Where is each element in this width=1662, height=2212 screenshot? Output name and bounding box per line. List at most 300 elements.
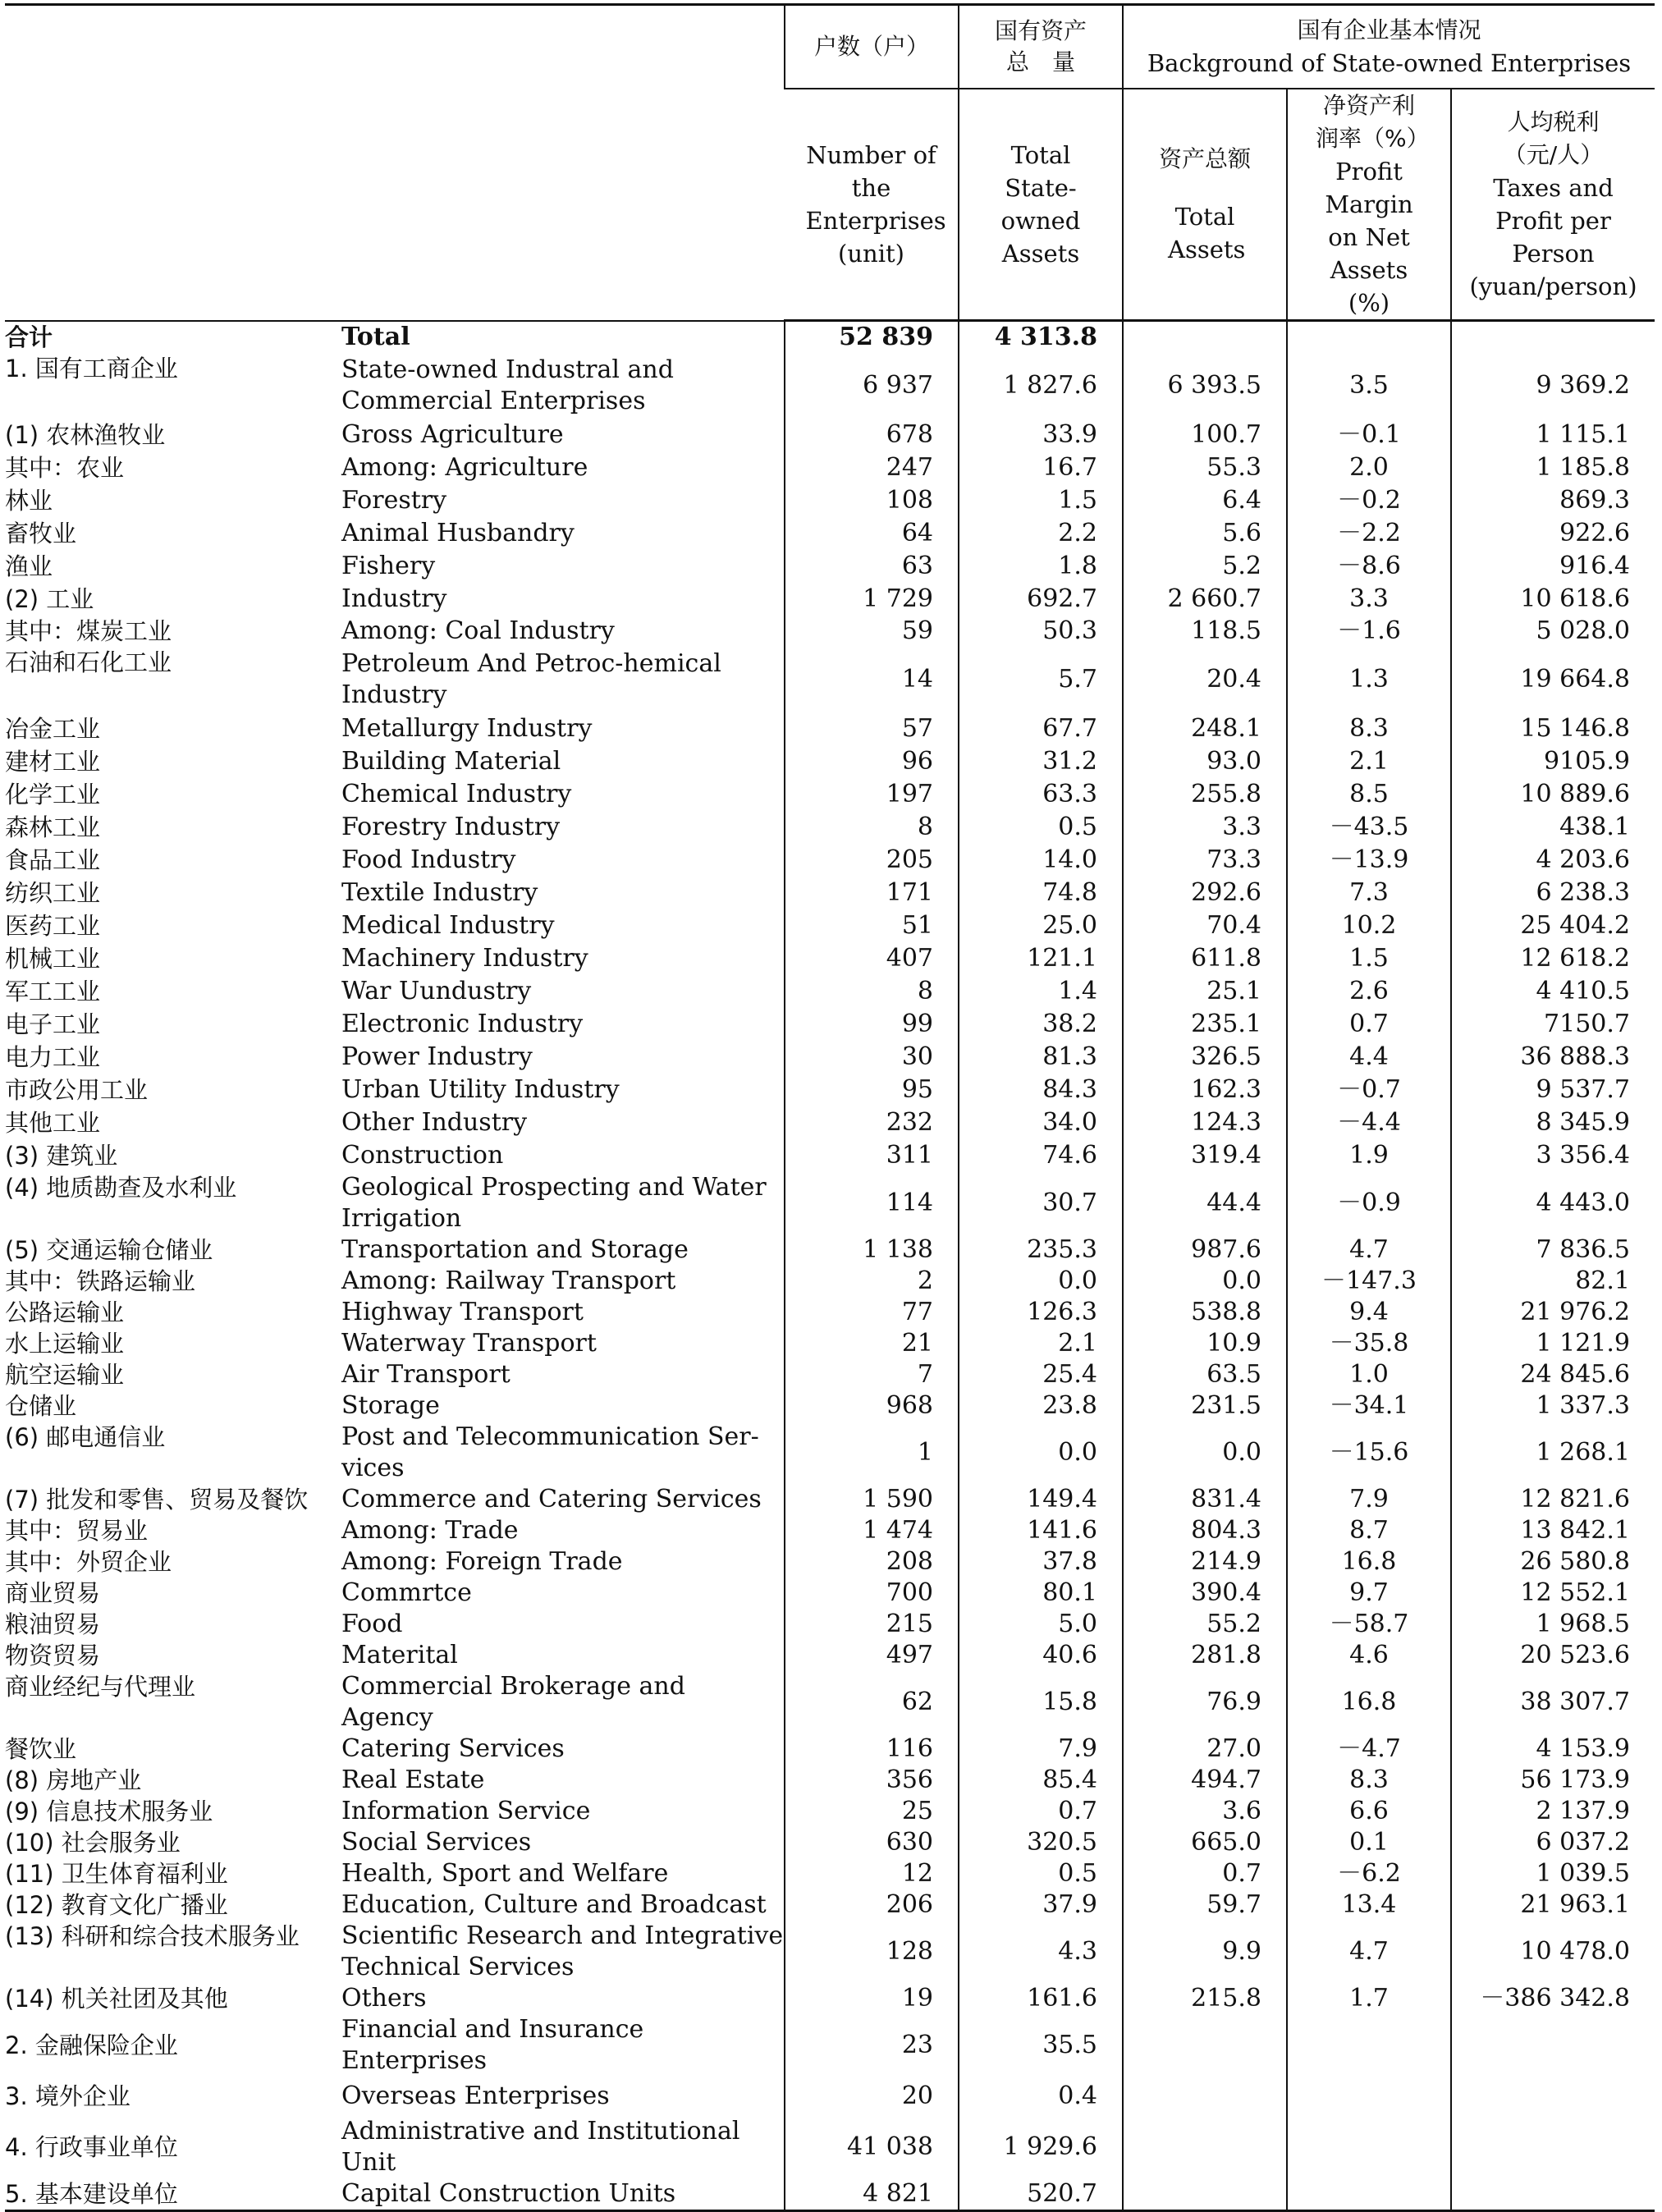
cell-assets: 37.8 [959, 1546, 1123, 1578]
cell-count: 30 [785, 1041, 959, 1074]
row-label-cn: (5) 交通运输仓储业 [5, 1236, 213, 1264]
cell-margin: 7.3 [1287, 877, 1451, 909]
cell-margin [1287, 321, 1451, 354]
row-label-cn: (1) 农林渔牧业 [5, 421, 166, 449]
cell-total-assets: 255.8 [1123, 778, 1287, 811]
row-label-cn: 军工工业 [5, 978, 101, 1005]
row-label-cn: 公路运输业 [5, 1298, 125, 1326]
cell-margin: －147.3 [1287, 1266, 1451, 1297]
cell-assets: 1.5 [959, 484, 1123, 517]
row-label-en: Medical Industry [341, 911, 555, 940]
row-label-cn: 5. 基本建设单位 [5, 2178, 341, 2211]
table-row [5, 2014, 1655, 2077]
header-total-assets [1123, 89, 1287, 321]
cell-assets: 38.2 [959, 1008, 1123, 1041]
table-row [5, 1858, 1655, 1889]
cell-margin: 0.1 [1287, 1827, 1451, 1858]
table-row [5, 484, 1655, 517]
cell-total-assets: 6.4 [1123, 484, 1287, 517]
table-row [5, 616, 1655, 647]
cell-assets: 1.4 [959, 975, 1123, 1008]
cell-margin: 3.3 [1287, 583, 1451, 616]
cell-count: 4 821 [785, 2178, 959, 2211]
cell-count: 6 937 [785, 353, 959, 419]
row-label-en: Food [341, 1610, 403, 1638]
cell-margin: －4.7 [1287, 1733, 1451, 1765]
table-row [5, 1106, 1655, 1139]
cell-margin: 1.7 [1287, 1983, 1451, 2014]
table-row [5, 1297, 1655, 1328]
cell-count: 23 [785, 2014, 959, 2077]
row-label-en: Education, Culture and Broadcast [341, 1890, 767, 1919]
row-label-cn: 渔业 [5, 552, 53, 580]
row-label-cn: 医药工业 [5, 912, 101, 940]
table-row [5, 909, 1655, 942]
table-row [5, 1578, 1655, 1609]
table-row [5, 1328, 1655, 1359]
row-label-cn: (7) 批发和零售、贸易及餐饮 [5, 1486, 309, 1514]
cell-tax: 4 443.0 [1451, 1172, 1655, 1234]
row-label-en: Geological Prospecting and Water Irrigation [341, 1173, 767, 1233]
table-row [5, 1139, 1655, 1172]
header-blank-cell [5, 5, 785, 321]
cell-count: 20 [785, 2077, 959, 2116]
table-row [5, 1390, 1655, 1422]
table-row [5, 811, 1655, 844]
cell-tax: 36 888.3 [1451, 1041, 1655, 1074]
cell-margin: 4.6 [1287, 1640, 1451, 1671]
cell-tax: 38 307.7 [1451, 1671, 1655, 1733]
cell-count: 63 [785, 550, 959, 583]
row-label-cn: (8) 房地产业 [5, 1766, 142, 1794]
cell-tax [1451, 321, 1655, 354]
cell-tax: 12 821.6 [1451, 1484, 1655, 1515]
cell-margin: 2.1 [1287, 745, 1451, 778]
cell-total-assets: 25.1 [1123, 975, 1287, 1008]
table-row [5, 1733, 1655, 1765]
row-label-cn: 航空运输业 [5, 1361, 125, 1389]
table-row [5, 321, 1655, 354]
cell-tax: 1 185.8 [1451, 451, 1655, 484]
cell-tax: 9 369.2 [1451, 353, 1655, 419]
cell-tax: 3 356.4 [1451, 1139, 1655, 1172]
cell-tax: 4 153.9 [1451, 1733, 1655, 1765]
header-background-group [1123, 5, 1655, 89]
row-label-cn: 仓储业 [5, 1392, 77, 1420]
row-label-en: Among: Agriculture [341, 453, 588, 482]
table-row [5, 1008, 1655, 1041]
cell-tax: 21 963.1 [1451, 1889, 1655, 1921]
cell-tax: 10 889.6 [1451, 778, 1655, 811]
cell-assets: 520.7 [959, 2178, 1123, 2211]
row-label-en: Materital [341, 1641, 458, 1669]
cell-tax: 869.3 [1451, 484, 1655, 517]
cell-count: 14 [785, 647, 959, 712]
cell-tax: 8 345.9 [1451, 1106, 1655, 1139]
cell-tax: 10 618.6 [1451, 583, 1655, 616]
table-row [5, 517, 1655, 550]
table-row [5, 942, 1655, 975]
cell-margin: 10.2 [1287, 909, 1451, 942]
cell-total-assets [1123, 2077, 1287, 2116]
cell-total-assets: 55.3 [1123, 451, 1287, 484]
cell-assets: 141.6 [959, 1515, 1123, 1546]
row-label-en: Transportation and Storage [341, 1235, 689, 1264]
cell-total-assets: 70.4 [1123, 909, 1287, 942]
table-row [5, 1422, 1655, 1484]
row-label-cn: 1. 国有工商企业 [5, 355, 178, 382]
cell-total-assets: 231.5 [1123, 1390, 1287, 1422]
header-background-cn: 国有企业基本情况 [1297, 16, 1481, 44]
row-label-cn: 其中：贸易业 [5, 1517, 149, 1545]
cell-total-assets: 27.0 [1123, 1733, 1287, 1765]
table-row [5, 647, 1655, 712]
cell-assets: 74.6 [959, 1139, 1123, 1172]
table-row [5, 1921, 1655, 1983]
table-row [5, 451, 1655, 484]
cell-tax: 2 137.9 [1451, 1796, 1655, 1827]
cell-total-assets: 100.7 [1123, 419, 1287, 451]
cell-assets: 692.7 [959, 583, 1123, 616]
cell-total-assets: 6 393.5 [1123, 353, 1287, 419]
cell-tax: 1 115.1 [1451, 419, 1655, 451]
cell-margin: －0.2 [1287, 484, 1451, 517]
cell-assets: 1 929.6 [959, 2116, 1123, 2178]
row-label-cn: 电子工业 [5, 1010, 101, 1038]
row-label-en: Forestry [341, 486, 447, 515]
cell-assets: 0.0 [959, 1422, 1123, 1484]
cell-assets: 0.4 [959, 2077, 1123, 2116]
cell-margin: 1.5 [1287, 942, 1451, 975]
row-label-en: Fishery [341, 552, 436, 580]
cell-tax: 1 968.5 [1451, 1609, 1655, 1640]
cell-total-assets [1123, 2116, 1287, 2178]
cell-margin: 4.4 [1287, 1041, 1451, 1074]
table-row [5, 1765, 1655, 1796]
row-label-cn: 2. 金融保险企业 [5, 2031, 178, 2059]
cell-tax: 12 552.1 [1451, 1578, 1655, 1609]
header-count-cn [785, 5, 959, 89]
cell-margin: －34.1 [1287, 1390, 1451, 1422]
row-label-cn: 化学工业 [5, 781, 101, 808]
cell-total-assets: 248.1 [1123, 712, 1287, 745]
cell-count: 247 [785, 451, 959, 484]
row-label-en: Scientific Research and Integrative Technical Services [341, 1921, 784, 1981]
cell-count: 2 [785, 1266, 959, 1297]
cell-tax: 19 664.8 [1451, 647, 1655, 712]
cell-tax: 922.6 [1451, 517, 1655, 550]
cell-assets: 34.0 [959, 1106, 1123, 1139]
cell-count: 311 [785, 1139, 959, 1172]
row-label-en: Financial and Insurance Enterprises [341, 2015, 644, 2075]
cell-assets: 0.5 [959, 811, 1123, 844]
cell-margin: 1.9 [1287, 1139, 1451, 1172]
cell-count: 7 [785, 1359, 959, 1390]
cell-tax: 4 410.5 [1451, 975, 1655, 1008]
cell-assets: 63.3 [959, 778, 1123, 811]
row-label-cn: 其中：铁路运输业 [5, 1267, 196, 1295]
cell-tax: 20 523.6 [1451, 1640, 1655, 1671]
cell-tax: 12 618.2 [1451, 942, 1655, 975]
table-row [5, 2116, 1655, 2178]
cell-margin: 16.8 [1287, 1546, 1451, 1578]
cell-margin: 9.7 [1287, 1578, 1451, 1609]
cell-assets: 30.7 [959, 1172, 1123, 1234]
cell-margin [1287, 2014, 1451, 2077]
header-count-en-text: Number of the Enterprises (unit) [805, 141, 946, 268]
row-label-cn: (13) 科研和综合技术服务业 [5, 1922, 300, 1950]
cell-assets: 25.0 [959, 909, 1123, 942]
row-label-cn: 其中：农业 [5, 454, 125, 482]
cell-tax: 26 580.8 [1451, 1546, 1655, 1578]
cell-assets: 15.8 [959, 1671, 1123, 1733]
row-label-en: Commerce and Catering Services [341, 1485, 762, 1514]
cell-total-assets: 326.5 [1123, 1041, 1287, 1074]
row-label-en: Forestry Industry [341, 813, 561, 841]
row-label-cn: (9) 信息技术服务业 [5, 1798, 213, 1825]
row-label-cn: 石油和石化工业 [5, 648, 172, 676]
row-label-en: Among: Trade [341, 1516, 519, 1545]
table-row [5, 1640, 1655, 1671]
header-margin [1287, 89, 1451, 321]
cell-count: 19 [785, 1983, 959, 2014]
row-label-en: State-owned Industral and Commercial Enterprises [341, 355, 674, 415]
cell-assets: 0.5 [959, 1858, 1123, 1889]
row-label-cn: (14) 机关社团及其他 [5, 1985, 228, 2013]
cell-count: 407 [785, 942, 959, 975]
cell-tax: 6 037.2 [1451, 1827, 1655, 1858]
cell-tax: －386 342.8 [1451, 1983, 1655, 2014]
cell-assets: 2.2 [959, 517, 1123, 550]
cell-tax: 438.1 [1451, 811, 1655, 844]
table-row [5, 1515, 1655, 1546]
cell-total-assets: 319.4 [1123, 1139, 1287, 1172]
table-row [5, 419, 1655, 451]
cell-tax: 1 039.5 [1451, 1858, 1655, 1889]
state-owned-enterprises-table [5, 3, 1655, 2212]
row-label-en: Among: Railway Transport [341, 1266, 676, 1295]
cell-count: 197 [785, 778, 959, 811]
cell-margin: 2.0 [1287, 451, 1451, 484]
row-label-cn: 餐饮业 [5, 1735, 77, 1763]
row-label-cn: 森林工业 [5, 813, 101, 841]
cell-margin: －4.4 [1287, 1106, 1451, 1139]
table-row [5, 1827, 1655, 1858]
cell-total-assets: 118.5 [1123, 616, 1287, 647]
cell-total-assets: 3.3 [1123, 811, 1287, 844]
row-label-en: Commercial Brokerage and Agency [341, 1672, 685, 1732]
row-label-en: Machinery Industry [341, 944, 588, 973]
cell-margin: 2.6 [1287, 975, 1451, 1008]
cell-tax: 25 404.2 [1451, 909, 1655, 942]
cell-assets: 5.7 [959, 647, 1123, 712]
cell-count: 1 [785, 1422, 959, 1484]
cell-total-assets: 76.9 [1123, 1671, 1287, 1733]
cell-total-assets: 44.4 [1123, 1172, 1287, 1234]
cell-assets: 25.4 [959, 1359, 1123, 1390]
cell-margin: 7.9 [1287, 1484, 1451, 1515]
header-assets-cn [959, 5, 1123, 89]
cell-margin: －1.6 [1287, 616, 1451, 647]
row-label-en: Total [341, 322, 410, 351]
row-label-cn: (10) 社会服务业 [5, 1829, 181, 1857]
cell-count: 77 [785, 1297, 959, 1328]
cell-total-assets: 0.0 [1123, 1266, 1287, 1297]
row-label-cn: 商业贸易 [5, 1579, 101, 1607]
row-label-cn: (11) 卫生体育福利业 [5, 1860, 228, 1888]
cell-count: 1 590 [785, 1484, 959, 1515]
cell-count: 356 [785, 1765, 959, 1796]
cell-margin: 8.7 [1287, 1515, 1451, 1546]
row-label-en: Gross Agriculture [341, 420, 564, 449]
header-tax-en: Taxes and Profit per Person (yuan/person) [1469, 174, 1637, 300]
table-row [5, 1041, 1655, 1074]
row-label-cn: (2) 工业 [5, 585, 94, 613]
cell-assets: 40.6 [959, 1640, 1123, 1671]
cell-tax: 21 976.2 [1451, 1297, 1655, 1328]
row-label-en: Power Industry [341, 1042, 533, 1071]
cell-count: 57 [785, 712, 959, 745]
cell-assets: 85.4 [959, 1765, 1123, 1796]
cell-assets: 16.7 [959, 451, 1123, 484]
cell-count: 1 474 [785, 1515, 959, 1546]
cell-count: 99 [785, 1008, 959, 1041]
cell-total-assets: 987.6 [1123, 1234, 1287, 1266]
table-row [5, 1234, 1655, 1266]
cell-tax: 15 146.8 [1451, 712, 1655, 745]
table-row [5, 1671, 1655, 1733]
row-label-en: Storage [341, 1391, 440, 1420]
table-header [5, 5, 1655, 321]
row-label-en: Highway Transport [341, 1298, 584, 1326]
cell-count: 206 [785, 1889, 959, 1921]
cell-margin: 3.5 [1287, 353, 1451, 419]
row-label-en: Among: Coal Industry [341, 616, 615, 645]
cell-total-assets: 3.6 [1123, 1796, 1287, 1827]
cell-margin: －0.7 [1287, 1074, 1451, 1106]
cell-total-assets: 5.6 [1123, 517, 1287, 550]
cell-margin: －15.6 [1287, 1422, 1451, 1484]
cell-margin: 4.7 [1287, 1921, 1451, 1983]
cell-count: 968 [785, 1390, 959, 1422]
table-row [5, 2178, 1655, 2211]
cell-assets: 235.3 [959, 1234, 1123, 1266]
cell-count: 208 [785, 1546, 959, 1578]
cell-assets: 4.3 [959, 1921, 1123, 1983]
cell-total-assets: 10.9 [1123, 1328, 1287, 1359]
cell-total-assets: 538.8 [1123, 1297, 1287, 1328]
table-row [5, 1074, 1655, 1106]
cell-count: 51 [785, 909, 959, 942]
row-label-en: Food Industry [341, 845, 516, 874]
cell-total-assets: 494.7 [1123, 1765, 1287, 1796]
cell-assets: 5.0 [959, 1609, 1123, 1640]
row-label-cn: (4) 地质勘查及水利业 [5, 1174, 237, 1202]
row-label-cn: 3. 境外企业 [5, 2082, 130, 2110]
table-row [5, 877, 1655, 909]
cell-count: 116 [785, 1733, 959, 1765]
cell-margin: －2.2 [1287, 517, 1451, 550]
cell-assets: 37.9 [959, 1889, 1123, 1921]
table-row [5, 550, 1655, 583]
row-label-en: Construction [341, 1141, 504, 1170]
cell-total-assets: 214.9 [1123, 1546, 1287, 1578]
table-row [5, 1172, 1655, 1234]
cell-tax: 9 537.7 [1451, 1074, 1655, 1106]
cell-tax: 56 173.9 [1451, 1765, 1655, 1796]
cell-margin: 16.8 [1287, 1671, 1451, 1733]
cell-total-assets: 93.0 [1123, 745, 1287, 778]
row-label-en: Administrative and Institutional Unit [341, 2117, 740, 2177]
cell-margin: －0.1 [1287, 419, 1451, 451]
cell-total-assets: 0.0 [1123, 1422, 1287, 1484]
cell-assets: 0.7 [959, 1796, 1123, 1827]
row-label-en: Health, Sport and Welfare [341, 1859, 669, 1888]
cell-count: 21 [785, 1328, 959, 1359]
cell-total-assets: 59.7 [1123, 1889, 1287, 1921]
cell-total-assets: 63.5 [1123, 1359, 1287, 1390]
cell-assets: 14.0 [959, 844, 1123, 877]
cell-count: 128 [785, 1921, 959, 1983]
cell-margin: －0.9 [1287, 1172, 1451, 1234]
cell-assets: 50.3 [959, 616, 1123, 647]
cell-margin: 8.3 [1287, 1765, 1451, 1796]
cell-margin: 0.7 [1287, 1008, 1451, 1041]
header-assets-cn-text: 国有资产 总 量 [994, 17, 1087, 76]
table-body [5, 321, 1655, 2211]
row-label-cn: 物资贸易 [5, 1642, 101, 1669]
cell-assets: 121.1 [959, 942, 1123, 975]
cell-count: 41 038 [785, 2116, 959, 2178]
table-row [5, 712, 1655, 745]
header-margin-en: Profit Margin on Net Assets (%) [1325, 158, 1413, 317]
header-count-en [785, 89, 959, 321]
cell-total-assets: 235.1 [1123, 1008, 1287, 1041]
row-label-cn: 水上运输业 [5, 1330, 125, 1358]
cell-count: 630 [785, 1827, 959, 1858]
cell-total-assets [1123, 321, 1287, 354]
cell-count: 108 [785, 484, 959, 517]
cell-tax: 5 028.0 [1451, 616, 1655, 647]
row-label-en: Waterway Transport [341, 1329, 597, 1358]
cell-assets: 31.2 [959, 745, 1123, 778]
row-label-cn: 林业 [5, 487, 53, 515]
cell-margin: 8.5 [1287, 778, 1451, 811]
cell-count: 700 [785, 1578, 959, 1609]
cell-tax [1451, 2077, 1655, 2116]
cell-assets: 35.5 [959, 2014, 1123, 2077]
cell-count: 25 [785, 1796, 959, 1827]
cell-count: 95 [785, 1074, 959, 1106]
cell-total-assets: 162.3 [1123, 1074, 1287, 1106]
cell-tax: 7 836.5 [1451, 1234, 1655, 1266]
cell-margin: －13.9 [1287, 844, 1451, 877]
cell-assets: 1.8 [959, 550, 1123, 583]
row-label-cn: 粮油贸易 [5, 1610, 101, 1638]
row-label-cn: (6) 邮电通信业 [5, 1423, 166, 1451]
table-row [5, 583, 1655, 616]
row-label-en: Building Material [341, 747, 561, 776]
row-label-en: Capital Construction Units [341, 2178, 785, 2211]
table-row [5, 1889, 1655, 1921]
row-label-en: Electronic Industry [341, 1010, 584, 1038]
cell-count: 678 [785, 419, 959, 451]
cell-total-assets: 292.6 [1123, 877, 1287, 909]
cell-tax: 24 845.6 [1451, 1359, 1655, 1390]
header-assets-en [959, 89, 1123, 321]
cell-margin: －43.5 [1287, 811, 1451, 844]
cell-tax: 1 268.1 [1451, 1422, 1655, 1484]
